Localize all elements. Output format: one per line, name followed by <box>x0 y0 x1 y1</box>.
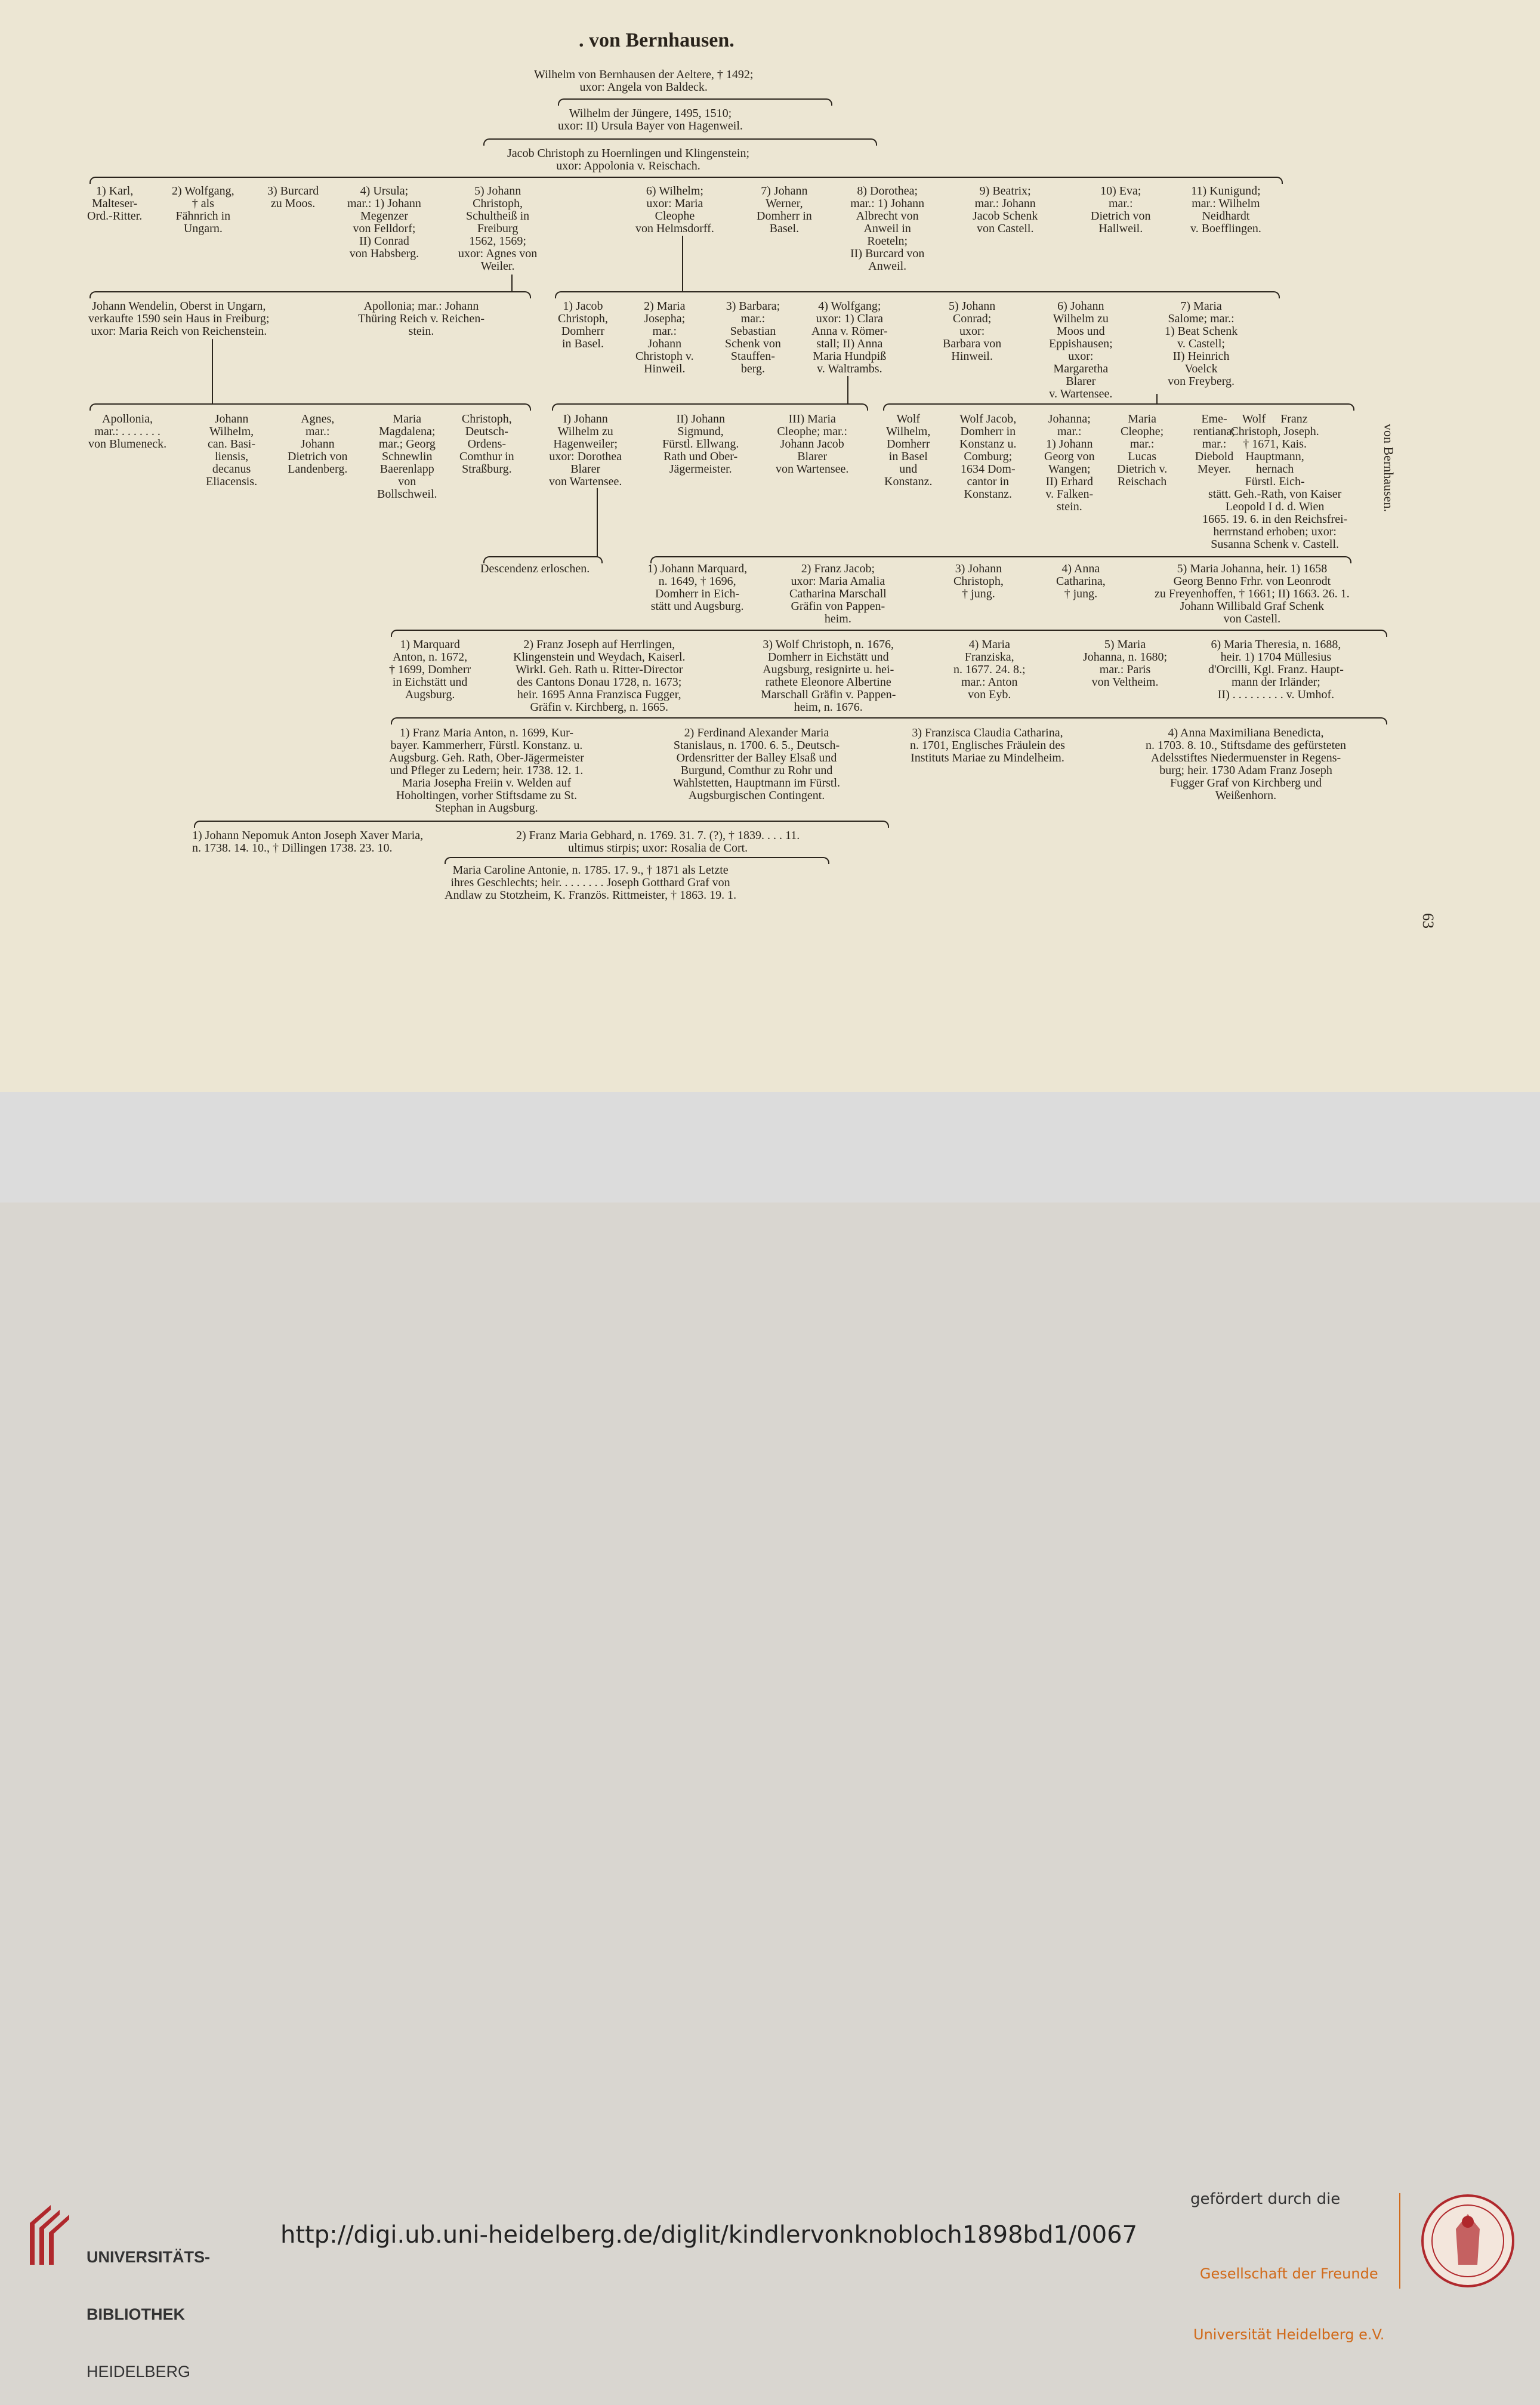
g10-johann-nepomuk: 1) Johann Nepomuk Anton Joseph Xaver Maria, n. 1738. 14. 10., † Dillingen 1738. 23. 10. <box>192 829 424 855</box>
g4-wolfgang: 2) Wolfgang, † als Fähnrich in Ungarn. <box>172 184 234 235</box>
g7-johann-marquard: 1) Johann Marquard, n. 1649, † 1696, Domherr in Eich- stätt und Augsburg. <box>647 562 748 613</box>
g4-dorothea: 8) Dorothea; mar.: 1) Johann Albrecht von Anweil in Roeteln; II) Burcard von Anweil. <box>850 184 925 273</box>
g5b-jacob-christoph: 1) Jacob Christoph, Domherr in Basel. <box>558 300 608 350</box>
g4-burcard: 3) Burcard zu Moos. <box>267 184 319 210</box>
g8-wolf-christoph: 3) Wolf Christoph, n. 1676, Domherr in Eichstätt und Augsburg, resignirte u. hei- rathete Eleonore Albertine Marschall Gräfin v. Pappen- heim, n. 1676. <box>761 638 896 714</box>
library-name-line1: UNIVERSITÄTS- <box>87 2248 211 2266</box>
g6b-johann-wilhelm: I) Johann Wilhelm zu Hagenweiler; uxor: Dorothea Blarer von Wartensee. <box>549 412 622 488</box>
bracket-g6a <box>90 403 531 411</box>
library-name-line2: BIBLIOTHEK <box>87 2305 185 2323</box>
library-logo-icon <box>18 2199 78 2271</box>
bracket-g6c <box>883 403 1354 411</box>
g6c-wolf-jacob: Wolf Jacob, Domherr in Konstanz u. Comburg; 1634 Dom- cantor in Konstanz. <box>959 412 1017 501</box>
g4-johann-werner: 7) Johann Werner, Domherr in Basel. <box>757 184 812 235</box>
g4-johann-christoph: 5) Johann Christoph, Schultheiß in Freiburg 1562, 1569; uxor: Agnes von Weiler. <box>458 184 538 273</box>
g11-maria-caroline-antonie: Maria Caroline Antonie, n. 1785. 17. 9., † 1871 als Letzte ihres Geschlechts; heir. . . . . . . . Joseph Gotthard Graf von Andlaw zu Stotzheim, K. Französ. Rittmeister, † 1863. 19. 1. <box>445 864 737 902</box>
g4-karl: 1) Karl, Malteser- Ord.-Ritter. <box>87 184 143 223</box>
g5b-maria-josepha: 2) Maria Josepha; mar.: Johann Christoph v. Hinweil. <box>635 300 694 375</box>
g9-franzisca-claudia: 3) Franzisca Claudia Catharina, n. 1701, Englisches Fräulein des Instituts Mariae zu Mindelheim. <box>910 726 1065 764</box>
g8-maria-johanna: 5) Maria Johanna, n. 1680; mar.: Paris von Veltheim. <box>1083 638 1168 689</box>
g5b-maria-salome: 7) Maria Salome; mar.: 1) Beat Schenk v. Castell; II) Heinrich Voelck von Freyberg. <box>1165 300 1238 388</box>
g7-maria-johanna: 5) Maria Johanna, heir. 1) 1658 Georg Benno Frhr. von Leonrodt zu Freyenhoffen, † 1661; II) 1663. 26. 1. Johann Willibald Graf Schenk von Castell. <box>1155 562 1350 625</box>
g6b-maria-cleophe: III) Maria Cleophe; mar.: Johann Jacob Blarer von Wartensee. <box>776 412 849 476</box>
g5a-johann-wendelin: Johann Wendelin, Oberst in Ungarn, verkaufte 1590 sein Haus in Freiburg; uxor: Maria Reich von Reichenstein. <box>88 300 270 338</box>
g9-anna-maximiliana: 4) Anna Maximiliana Benedicta, n. 1703. 8. 10., Stiftsdame des gefürsteten Adelsstiftes Niedermuenster in Regens- burg; heir. 1730 Adam Franz Joseph Fugger Graf von Kirchberg und Weißenhorn. <box>1146 726 1347 802</box>
g8-maria-theresia: 6) Maria Theresia, n. 1688, heir. 1) 1704 Müllesius d'Orcilli, Kgl. Franz. Haupt- mann der Irländer; II) . . . . . . . . . v. Umhof. <box>1208 638 1344 701</box>
society-name-line1: Gesellschaft der Freunde <box>1199 2265 1378 2282</box>
g7-johann-christoph: 3) Johann Christoph, † jung. <box>953 562 1004 600</box>
bracket-g5b <box>555 291 1280 298</box>
funded-by-label: gefördert durch die <box>1190 2190 1341 2208</box>
g5a-apollonia: Apollonia; mar.: Johann Thüring Reich v. Reichen- stein. <box>358 300 484 338</box>
line-from-johann-christoph <box>511 275 513 292</box>
bracket-gen3 <box>90 177 1283 184</box>
library-name-line3: HEIDELBERG <box>87 2363 191 2381</box>
line-from-johann-wendelin <box>212 339 213 405</box>
g5b-johann-conrad: 5) Johann Conrad; uxor: Barbara von Hinweil. <box>943 300 1002 363</box>
g5b-barbara: 3) Barbara; mar.: Sebastian Schenk von Stauffen- berg. <box>725 300 781 375</box>
g6c-wolf-wilhelm: Wolf Wilhelm, Domherr in Basel und Konstanz. <box>884 412 933 488</box>
g4-wilhelm: 6) Wilhelm; uxor: Maria Cleophe von Helmsdorff. <box>635 184 714 235</box>
society-name <box>1193 2223 1384 2385</box>
g4-ursula: 4) Ursula; mar.: 1) Johann Megenzer von Felldorf; II) Conrad von Habsberg. <box>347 184 421 260</box>
g4-eva: 10) Eva; mar.: Dietrich von Hallweil. <box>1091 184 1151 235</box>
g9-ferdinand-alexander: 2) Ferdinand Alexander Maria Stanislaus, n. 1700. 6. 5., Deutsch- Ordensritter der Balley Elsaß und Burgund, Comthur zu Rohr und Wahlstetten, Hauptmann im Fürstl. Augsburgischen Contingent. <box>673 726 841 802</box>
society-name-line2: Universität Heidelberg e.V. <box>1193 2326 1385 2343</box>
g6c-wolf-christoph-franz-joseph: Wolf Franz Christoph, Joseph. † 1671, Kais. Hauptmann, hernach Fürstl. Eich- stätt. Geh.-Rath, von Kaiser Leopold I d. d. Wien 1665. 19. 6. in den Reichsfrei- herrnstand erhoben; uxor: Susanna Schenk v. Castell. <box>1202 412 1348 551</box>
line-from-hagenweiler <box>597 488 598 557</box>
page-number: 63 <box>1419 913 1437 929</box>
g6a-apollonia: Apollonia, mar.: . . . . . . . von Blumeneck. <box>88 412 167 451</box>
g5b-johann-wilhelm: 6) Johann Wilhelm zu Moos und Eppishausen; uxor: Margaretha Blarer v. Wartensee. <box>1049 300 1113 400</box>
bracket-gen1 <box>558 98 832 106</box>
bracket-gen2 <box>483 138 877 146</box>
gen3-entry: Jacob Christoph zu Hoernlingen und Klingenstein; uxor: Appolonia v. Reischach. <box>507 147 750 172</box>
footer-divider <box>1399 2193 1400 2289</box>
g7-descendenz-erloschen: Descendenz erloschen. <box>480 562 590 575</box>
g7-anna-catharina: 4) Anna Catharina, † jung. <box>1056 562 1106 600</box>
bracket-g10 <box>194 821 889 828</box>
footer-bar <box>0 1092 1540 2381</box>
g10-franz-maria-gebhard: 2) Franz Maria Gebhard, n. 1769. 31. 7. (?), † 1839. . . . 11. ultimus stirpis; uxor: Rosalia de Cort. <box>516 829 800 855</box>
source-url-link[interactable]: http://digi.ub.uni-heidelberg.de/diglit/kindlervonknobloch1898bd1/0067 <box>280 2221 1138 2249</box>
g6a-maria-magdalena: Maria Magdalena; mar.; Georg Schnewlin Baerenlapp von Bollschweil. <box>377 412 437 501</box>
bracket-g9 <box>391 717 1387 724</box>
side-label: von Bernhausen. <box>1381 424 1396 512</box>
g6a-agnes: Agnes, mar.: Johann Dietrich von Landenberg. <box>288 412 348 476</box>
bracket-g5a <box>90 291 531 298</box>
g6b-johann-sigmund: II) Johann Sigmund, Fürstl. Ellwang. Rath und Ober- Jägermeister. <box>662 412 739 476</box>
g6a-christoph: Christoph, Deutsch- Ordens- Comthur in Straßburg. <box>459 412 514 476</box>
g9-franz-maria-anton: 1) Franz Maria Anton, n. 1699, Kur- bayer. Kammerherr, Fürstl. Konstanz. u. Augsburg. Geh. Rath, Ober-Jägermeister und Pfleger zu Ledern; heir. 1738. 12. 1. Maria Josepha Freiin v. Welden auf Hoholtingen, vorher Stiftsdame zu St. Stephan in Augsburg. <box>389 726 584 815</box>
g4-kunigund: 11) Kunigund; mar.: Wilhelm Neidhardt v. Boefflingen. <box>1190 184 1261 235</box>
page-title: . von Bernhausen. <box>579 29 734 51</box>
g8-franz-joseph: 2) Franz Joseph auf Herrlingen, Klingenstein und Weydach, Kaiserl. Wirkl. Geh. Rath u. Ritter-Director des Cantons Donau 1728, n. 1673; heir. 1695 Anna Franzisca Fugger, Gräfin v. Kirchberg, n. 1665. <box>513 638 686 714</box>
bracket-g8 <box>391 630 1387 637</box>
university-seal-icon <box>1420 2193 1516 2289</box>
g6c-maria-cleophe: Maria Cleophe; mar.: Lucas Dietrich v. Reischach <box>1117 412 1168 488</box>
gen2-entry: Wilhelm der Jüngere, 1495, 1510; uxor: II) Ursula Bayer von Hagenweil. <box>558 107 743 132</box>
line-from-wolfgang <box>847 376 848 405</box>
g8-maria-franziska: 4) Maria Franziska, n. 1677. 24. 8.; mar.: Anton von Eyb. <box>953 638 1026 701</box>
g6c-emerentiana: Eme- rentiana; mar.: Diebold Meyer. <box>1193 412 1235 476</box>
scanned-page <box>0 0 1540 1092</box>
line-from-wilhelm <box>682 236 683 292</box>
g4-beatrix: 9) Beatrix; mar.: Johann Jacob Schenk von Castell. <box>973 184 1038 235</box>
bracket-g6b <box>552 403 868 411</box>
g8-marquard-anton: 1) Marquard Anton, n. 1672, † 1699, Domherr in Eichstätt und Augsburg. <box>389 638 471 701</box>
g7-franz-jacob: 2) Franz Jacob; uxor: Maria Amalia Catharina Marschall Gräfin von Pappen- heim. <box>789 562 887 625</box>
g6a-johann-wilhelm: Johann Wilhelm, can. Basi- liensis, decanus Eliacensis. <box>206 412 258 488</box>
library-name <box>87 2209 210 2405</box>
gen1-entry: Wilhelm von Bernhausen der Aeltere, † 1492; uxor: Angela von Baldeck. <box>534 68 754 94</box>
g5b-wolfgang: 4) Wolfgang; uxor: 1) Clara Anna v. Römer- stall; II) Anna Maria Hundpiß v. Waltrambs. <box>811 300 888 375</box>
g6c-johanna: Johanna; mar.: 1) Johann Georg von Wangen; II) Erhard v. Falken- stein. <box>1044 412 1095 513</box>
